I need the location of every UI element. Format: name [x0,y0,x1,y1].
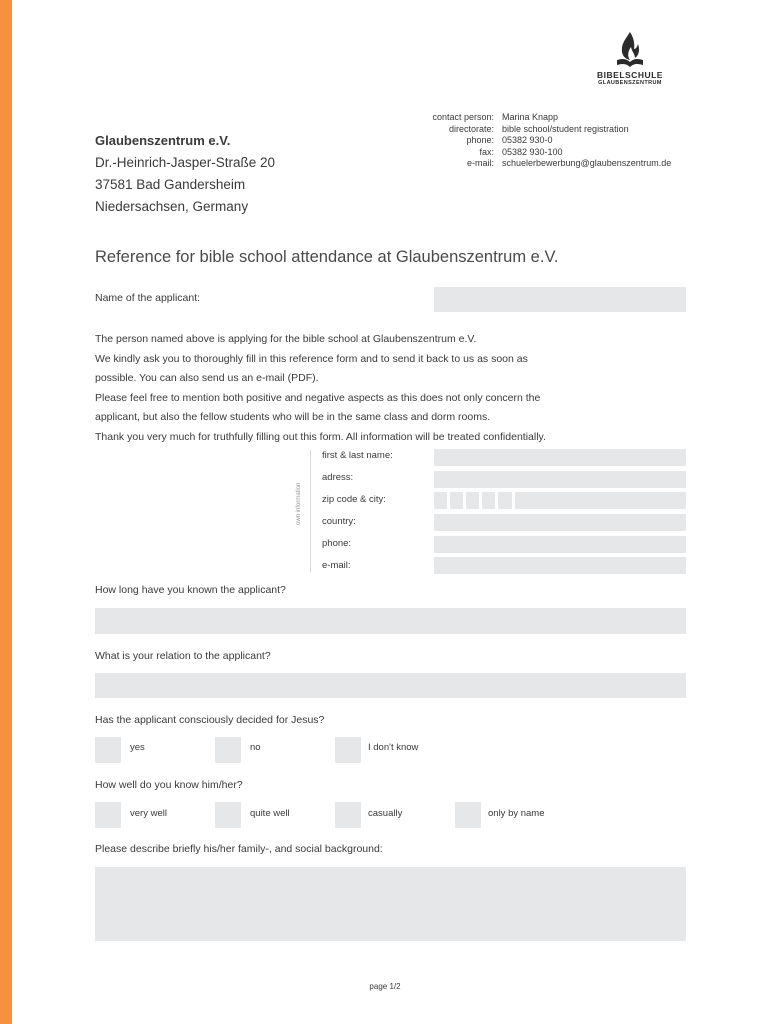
applicant-name-field[interactable] [434,287,686,312]
contact-labels [432,112,494,170]
contact-person-label: contact person: [432,112,494,122]
very-well-checkbox[interactable] [95,802,121,828]
applicant-name-label: Name of the applicant: [95,292,201,304]
email-input-field[interactable] [434,557,686,574]
phone-input-field[interactable] [434,536,686,553]
phone-label: phone: [466,135,494,145]
directorate-label: directorate: [448,123,494,134]
intro-text [95,330,546,448]
own-information-divider [310,450,311,572]
country-field[interactable] [434,514,686,531]
casually-option-label: casually [368,808,403,819]
country-label: country: [322,516,356,527]
city: 37581 Bad Gandersheim [95,177,246,192]
intro-line: Thank you very much for truthfully filling out this form. All information will be treated confidentially. [95,430,546,443]
orange-side-bar [0,0,12,1024]
contact-person-value: Marina Knapp [502,112,559,122]
logo-text-sub: GLAUBENSZENTRUM [598,80,662,86]
directorate-value: bible school/student registration [502,123,629,134]
dont-know-option-label: I don't know [368,742,419,753]
known-how-long-field[interactable] [95,608,686,634]
region: Niedersachsen, Germany [95,199,249,214]
quite-well-checkbox[interactable] [215,802,241,828]
sender-address [95,130,275,218]
flame-bible-icon [613,30,647,70]
yes-checkbox[interactable] [95,737,121,763]
email-input-label: e-mail: [322,560,351,571]
relation-question: What is your relation to the applicant? [95,650,271,662]
background-question: Please describe briefly his/her family-, and social background: [95,843,383,855]
known-how-long-question: How long have you known the applicant? [95,584,286,596]
phone-input-label: phone: [322,538,352,549]
logo-text-main: BIBELSCHULE [597,70,663,80]
yes-option-label: yes [130,742,145,753]
dont-know-checkbox[interactable] [335,737,361,763]
zip-digit-field[interactable] [450,492,463,509]
only-by-name-option-label: only by name [488,808,545,819]
zip-digit-field[interactable] [434,492,447,509]
casually-checkbox[interactable] [335,802,361,828]
zip-digit-field[interactable] [482,492,495,509]
background-field[interactable] [95,867,686,941]
email-label: e-mail: [466,158,494,168]
zip-city-label: zip code & city: [322,494,386,505]
intro-line: possible. You can also send us an e-mail (PDF). [95,372,319,385]
address-field[interactable] [434,471,686,488]
phone-value: 05382 930-0 [502,135,553,145]
intro-line: applicant, but also the fellow students who will be in the same class and dorm rooms. [95,411,491,424]
decided-question: Has the applicant consciously decided for Jesus? [95,714,325,726]
contact-values [502,112,671,170]
know-well-question: How well do you know him/her? [95,779,243,791]
email-value[interactable]: schuelerbewerbung@glaubenszentrum.de [502,158,672,168]
intro-line: We kindly ask you to thoroughly fill in this reference form and to send it back to us as soon as [95,352,528,365]
city-field[interactable] [515,492,686,509]
intro-line: Please feel free to mention both positive and negative aspects as this does not only concern the [95,391,541,404]
street: Dr.-Heinrich-Jasper-Straße 20 [95,155,276,170]
relation-field[interactable] [95,673,686,698]
first-last-name-field[interactable] [434,449,686,466]
fax-label: fax: [479,146,494,157]
zip-digit-field[interactable] [498,492,512,509]
first-last-name-label: first & last name: [322,450,393,461]
document-title: Reference for bible school attendance at Glaubenszentrum e.V. [95,248,559,266]
only-by-name-checkbox[interactable] [455,802,481,828]
address-label: adress: [322,472,354,483]
zip-digit-field[interactable] [466,492,479,509]
page-number: page 1/2 [369,982,401,991]
own-information-vertical-label: own information [296,482,302,525]
no-checkbox[interactable] [215,737,241,763]
very-well-option-label: very well [130,808,167,819]
organization-name: Glaubenszentrum e.V. [95,133,231,148]
intro-line: The person named above is applying for the bible school at Glaubenszentrum e.V. [95,333,477,345]
fax-value: 05382 930-100 [502,146,563,157]
bibelschule-logo [592,30,668,92]
no-option-label: no [250,742,261,753]
quite-well-option-label: quite well [250,808,290,819]
